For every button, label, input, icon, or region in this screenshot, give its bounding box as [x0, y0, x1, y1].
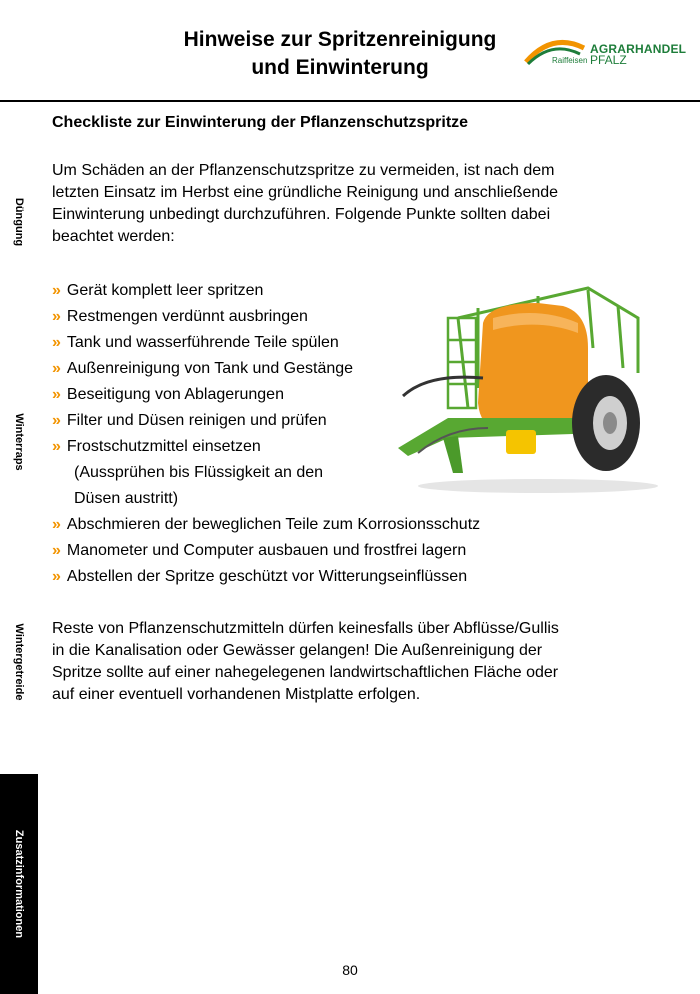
- checklist-item: [52, 540, 466, 562]
- checklist-item-text: Abschmieren der beweglichen Teile zum Korrosionsschutz: [66, 516, 481, 533]
- chevron-right-icon: »: [52, 542, 61, 559]
- chevron-right-icon: »: [52, 386, 61, 403]
- outro-line: Reste von Pflanzenschutzmitteln dürfen keinesfalls über Abflüsse/Gullis: [52, 620, 559, 637]
- checklist-item-text: Restmengen verdünnt ausbringen: [66, 308, 308, 325]
- outro-paragraph: [52, 618, 642, 706]
- checklist-item: [52, 566, 467, 588]
- checklist-item-continuation: (Aussprühen bis Flüssigkeit an den: [74, 464, 324, 481]
- chevron-right-icon: »: [52, 568, 61, 585]
- sidebar-tab-wintergetreide[interactable]: Wintergetreide: [13, 623, 25, 701]
- chevron-right-icon: »: [52, 516, 61, 533]
- chevron-right-icon: »: [52, 438, 61, 455]
- logo-text-agrarhandel: AGRARHANDEL: [590, 42, 687, 56]
- intro-line: letzten Einsatz im Herbst eine gründliche Reinigung und anschließende: [52, 184, 559, 201]
- outro-line: auf einer eventuell vorhandenen Mistplatte erfolgen.: [52, 686, 421, 703]
- checklist-item-text: Frostschutzmittel einsetzen: [66, 438, 261, 455]
- checklist-item: [52, 384, 284, 406]
- field-sprayer-illustration: [388, 278, 668, 498]
- chevron-right-icon: »: [52, 412, 61, 429]
- intro-line: Einwinterung unbedingt durchzuführen. Folgende Punkte sollten dabei: [52, 206, 551, 223]
- checklist-item-continuation: Düsen austritt): [74, 490, 179, 507]
- checklist-item: [52, 436, 261, 458]
- sidebar-tab-winterraps[interactable]: Winterraps: [13, 413, 25, 471]
- header-divider: [0, 100, 700, 102]
- logo-text-pfalz: PFALZ: [590, 53, 627, 67]
- sidebar-tab-duengung[interactable]: Düngung: [13, 197, 25, 247]
- checklist-item-text: Gerät komplett leer spritzen: [66, 282, 264, 299]
- intro-line: beachtet werden:: [52, 228, 175, 245]
- checklist-item: [52, 306, 308, 328]
- checklist-item-text: Beseitigung von Ablagerungen: [66, 386, 284, 403]
- agrarhandel-logo: [522, 34, 687, 74]
- checklist-item-text: Manometer und Computer ausbauen und frostfrei lagern: [66, 542, 467, 559]
- checklist-item-text: Tank und wasserführende Teile spülen: [66, 334, 339, 351]
- outro-line: Spritze sollte auf einer nahegelegenen landwirtschaftlichen Fläche oder: [52, 664, 559, 681]
- chevron-right-icon: »: [52, 308, 61, 325]
- section-heading: Checkliste zur Einwinterung der Pflanzenschutzspritze: [52, 114, 469, 131]
- chevron-right-icon: »: [52, 282, 61, 299]
- outro-line: in die Kanalisation oder Gewässer gelangen! Die Außenreinigung der: [52, 642, 543, 659]
- intro-line: Um Schäden an der Pflanzenschutzspritze zu vermeiden, ist nach dem: [52, 162, 555, 179]
- intro-paragraph: [52, 160, 642, 248]
- logo-text-raiffeisen: Raiffeisen: [552, 56, 588, 65]
- checklist-item: [52, 332, 339, 354]
- checklist-item-text: Außenreinigung von Tank und Gestänge: [66, 360, 354, 377]
- checklist-item-text: Filter und Düsen reinigen und prüfen: [66, 412, 327, 429]
- checklist-item: [52, 514, 480, 536]
- checklist-item-text: Abstellen der Spritze geschützt vor Witterungseinflüssen: [66, 568, 468, 585]
- chevron-right-icon: »: [52, 360, 61, 377]
- page-number: 80: [342, 962, 358, 978]
- page-title-line-2: und Einwinterung: [251, 56, 429, 79]
- sidebar-tab-zusatzinformationen[interactable]: Zusatzinformationen: [13, 829, 25, 939]
- chevron-right-icon: »: [52, 334, 61, 351]
- page-title-line-1: Hinweise zur Spritzenreinigung: [183, 28, 497, 51]
- checklist-item: [52, 358, 353, 380]
- page-title: [150, 26, 530, 82]
- checklist-item: [52, 280, 263, 302]
- checklist-item: [52, 410, 327, 432]
